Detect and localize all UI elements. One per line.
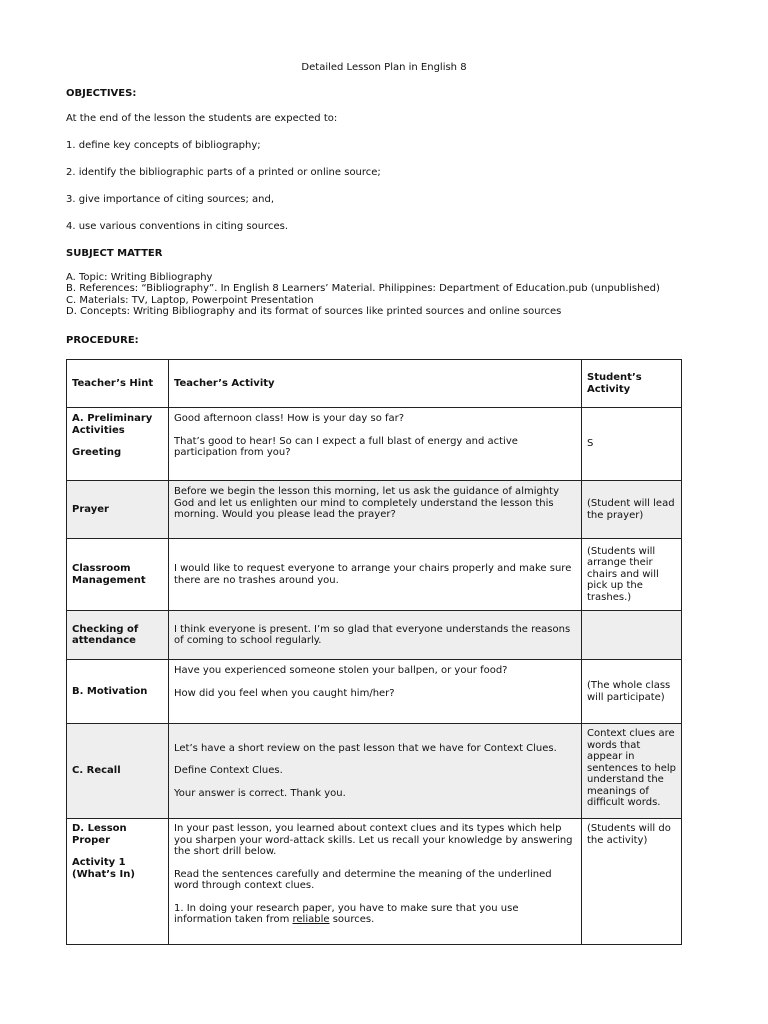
hint-cell [67, 819, 169, 945]
objective-item: 3. give importance of citing sources; and, [66, 194, 275, 205]
hint-cell: Prayer [67, 481, 169, 539]
column-header-student-activity: Student’s Activity [582, 360, 682, 408]
hint-subtext: Greeting [72, 447, 122, 458]
student-cell: Context clues are words that appear in sentences to help understand the meanings of difficult words. [582, 724, 682, 819]
objectives-intro: At the end of the lesson the students are expected to: [66, 113, 338, 124]
activity-text: Good afternoon class! How is your day so far? [174, 413, 405, 424]
activity-text: That’s good to hear! So can I expect a full blast of energy and active participation from you? [174, 435, 518, 458]
activity-cell: I would like to request everyone to arrange your chairs properly and make sure there are no trashes around you. [169, 539, 582, 611]
subject-concepts: D. Concepts: Writing Bibliography and its format of sources like printed sources and online sources [66, 306, 562, 317]
activity-text: Have you experienced someone stolen your ballpen, or your food? [174, 665, 508, 676]
objectives-heading: OBJECTIVES: [66, 88, 137, 99]
table-row [67, 408, 682, 481]
table-row [67, 539, 682, 611]
objective-item: 4. use various conventions in citing sources. [66, 221, 289, 232]
table-row [67, 660, 682, 724]
hint-cell: B. Motivation [67, 660, 169, 724]
student-cell: (The whole class will participate) [582, 660, 682, 724]
hint-cell [67, 408, 169, 481]
table-row [67, 819, 682, 945]
activity-cell [169, 408, 582, 481]
student-cell [582, 611, 682, 660]
hint-text: D. Lesson Proper [72, 823, 127, 846]
hint-text: A. Preliminary Activities [72, 413, 153, 436]
activity-cell: I think everyone is present. I’m so glad that everyone understands the reasons of coming to school regularly. [169, 611, 582, 660]
drill-sentence: 1. In doing your research paper, you have to make sure that you use information taken from [174, 902, 519, 925]
table-row [67, 481, 682, 539]
drill-sentence-end: sources. [332, 914, 375, 925]
hint-cell: C. Recall [67, 724, 169, 819]
subject-references: B. References: “Bibliography”. In English 8 Learners’ Material. Philippines: Department of Education.pub (unpublished) [66, 283, 660, 294]
procedure-heading: PROCEDURE: [66, 335, 139, 346]
table-row [67, 724, 682, 819]
activity-cell [169, 660, 582, 724]
procedure-table [66, 359, 682, 945]
table-header-row [67, 360, 682, 408]
activity-text: How did you feel when you caught him/her? [174, 687, 395, 699]
subject-matter-heading: SUBJECT MATTER [66, 248, 163, 259]
objective-item: 2. identify the bibliographic parts of a printed or online source; [66, 167, 381, 178]
activity-text: Define Context Clues. [174, 765, 283, 777]
subject-materials: C. Materials: TV, Laptop, Powerpoint Presentation [66, 295, 314, 306]
hint-cell: Checking of attendance [67, 611, 169, 660]
table-row [67, 611, 682, 660]
student-cell: S [582, 408, 682, 481]
activity-text [174, 903, 576, 926]
student-cell: (Students will do the activity) [582, 819, 682, 945]
hint-cell: Classroom Management [67, 539, 169, 611]
subject-topic: A. Topic: Writing Bibliography [66, 272, 213, 283]
activity-cell: Before we begin the lesson this morning, let us ask the guidance of almighty God and let us enlighten our mind to completely understand the lesson this morning. Would you please lead the prayer? [169, 481, 582, 539]
activity-text: Read the sentences carefully and determine the meaning of the underlined word through context clues. [174, 868, 552, 891]
student-cell: (Students will arrange their chairs and will pick up the trashes.) [582, 539, 682, 611]
underlined-word: reliable [292, 914, 330, 925]
column-header-teacher-hint: Teacher’s Hint [67, 360, 169, 408]
hint-subtext: Activity 1 (What’s In) [72, 857, 135, 880]
activity-text: Your answer is correct. Thank you. [174, 787, 346, 799]
student-cell: (Student will lead the prayer) [582, 481, 682, 539]
activity-cell [169, 819, 582, 945]
document-title: Detailed Lesson Plan in English 8 [301, 62, 467, 73]
column-header-teacher-activity: Teacher’s Activity [169, 360, 582, 408]
activity-text: In your past lesson, you learned about context clues and its types which help you sharpen your word-attack skills. Let us recall your knowledge by answering the short drill below. [174, 823, 573, 857]
activity-text: Let’s have a short review on the past lesson that we have for Context Clues. [174, 742, 557, 754]
objective-item: 1. define key concepts of bibliography; [66, 140, 261, 151]
activity-cell [169, 724, 582, 819]
